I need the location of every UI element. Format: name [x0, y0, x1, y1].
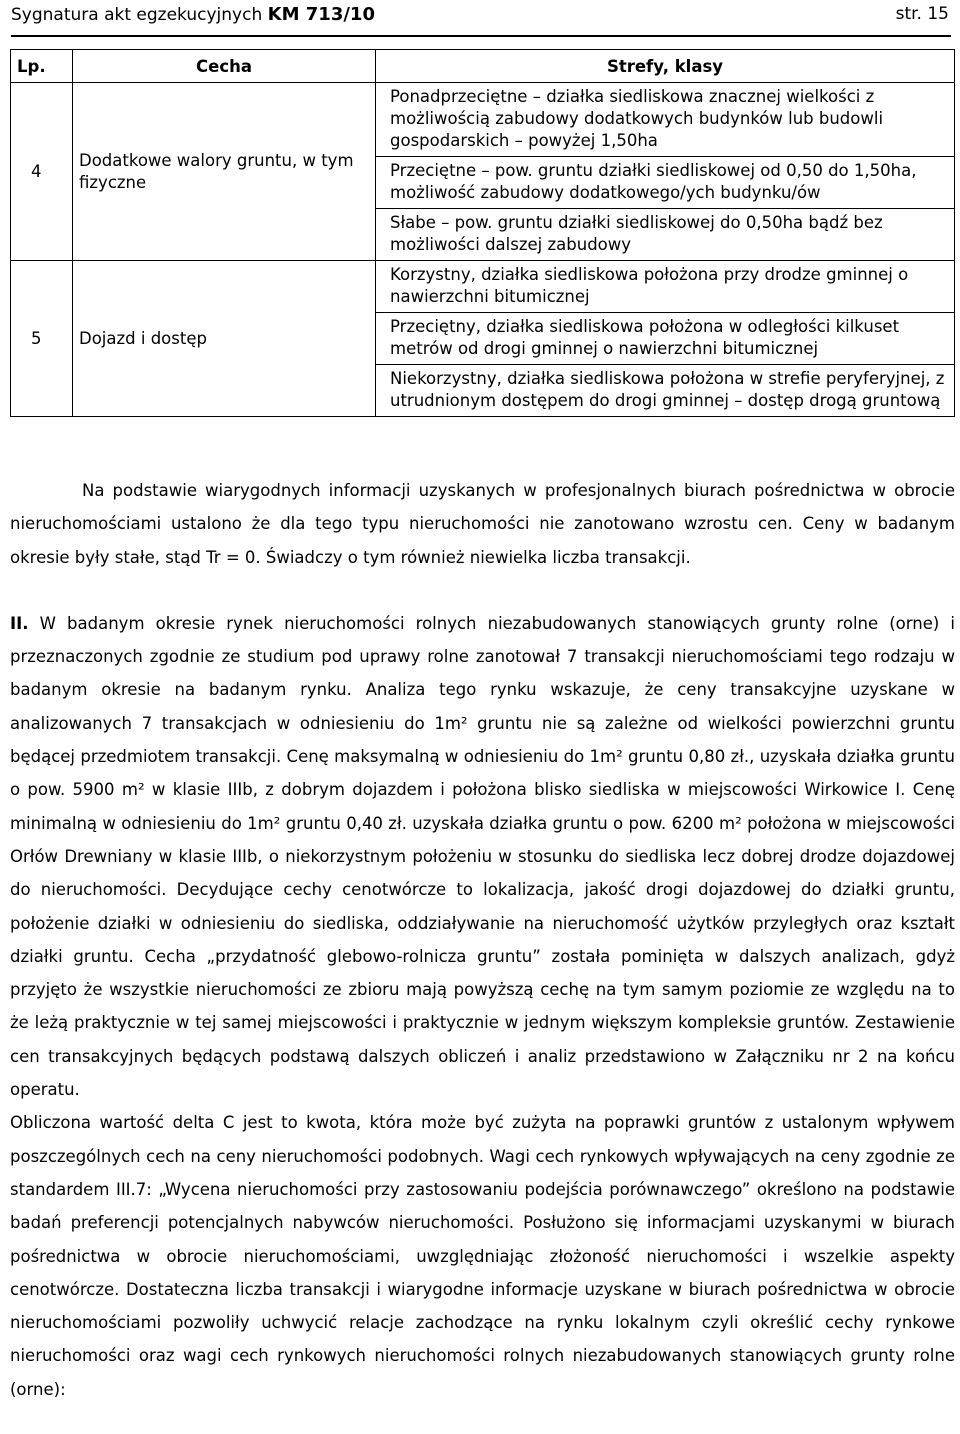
- signature-prefix: Sygnatura akt egzekucyjnych: [11, 5, 263, 25]
- page-header: [11, 2, 949, 28]
- row-number: 4: [11, 83, 73, 261]
- section-label: II.: [10, 613, 29, 633]
- features-table: [10, 49, 955, 417]
- signature-number: KM 713/10: [267, 4, 375, 25]
- table-row: [11, 261, 955, 313]
- table-row: [11, 83, 955, 157]
- header-strefy: Strefy, klasy: [376, 50, 955, 83]
- feature-option: Przeciętne – pow. gruntu działki siedliskowej od 0,50 do 1,50ha, możliwość zabudowy dodatkowego/ych budynku/ów: [376, 157, 955, 209]
- row-number: 5: [11, 261, 73, 417]
- header-divider: [11, 35, 951, 37]
- feature-name: Dojazd i dostęp: [73, 261, 376, 417]
- table-header-row: [11, 50, 955, 83]
- case-signature: [11, 4, 375, 25]
- header-cecha: Cecha: [73, 50, 376, 83]
- feature-option: Niekorzystny, działka siedliskowa położona w strefie peryferyjnej, z utrudnionym dostępem do drogi gminnej – dostęp drogą gruntową: [376, 365, 955, 417]
- page-number: str. 15: [895, 4, 949, 24]
- section-text: W badanym okresie rynek nieruchomości rolnych niezabudowanych stanowiących grunty rolne (orne) i przeznaczonych zgodnie ze studium pod uprawy rolne zanotował 7 transakcji nieruchomościami tego rodzaju w badanym okresie na badanym rynku. Analiza tego rynku wskazuje, że ceny transakcyjne uzyskane w analizowanych 7 transakcjach w odniesieniu do 1m² gruntu nie są zależne od wielkości powierzchni gruntu będącej przedmiotem transakcji. Cenę maksymalną w odniesieniu do 1m² gruntu 0,80 zł., uzyskała działka gruntu o pow. 5900 m² w klasie IIIb, z dobrym dojazdem i położona blisko siedliska w miejscowości Wirkowice I. Cenę minimalną w odniesieniu do 1m² gruntu 0,40 zł. uzyskała działka gruntu o pow. 6200 m² położona w miejscowości Orłów Drewniany w klasie IIIb, o niekorzystnym położeniu w stosunku do siedliska lecz dobrej drodze dojazdowej do nieruchomości. Decydujące cechy cenotwórcze to lokalizacja, jakość drogi dojazdowej do działki gruntu, położenie działki w odniesieniu do siedliska, oddziaływanie na nieruchomość użytków przyległych oraz kształt działki gruntu. Cecha „przydatność glebowo-rolnicza gruntu” została pominięta w dalszych analizach, gdyż przyjęto że wszystkie nieruchomości ze zbioru mają powyższą cechę na tym samym poziomie ze względu na to że leżą praktycznie w tej samej miejscowości i praktycznie w jednym większym kompleksie gruntów. Zestawienie cen transakcyjnych będących podstawą dalszych obliczeń i analiz przedstawiono w Załączniku nr 2 na końcu operatu.: [10, 613, 955, 1100]
- header-lp: Lp.: [11, 50, 73, 83]
- feature-option: Przeciętny, działka siedliskowa położona w odległości kilkuset metrów od drogi gminnej o nawierzchni bitumicznej: [376, 313, 955, 365]
- feature-option: Słabe – pow. gruntu działki siedliskowej do 0,50ha bądź bez możliwości dalszej zabudowy: [376, 209, 955, 261]
- paragraph-section-ii: [10, 607, 955, 1106]
- paragraph-market-trend: Na podstawie wiarygodnych informacji uzyskanych w profesjonalnych biurach pośrednictwa w obrocie nieruchomościami ustalono że dla tego typu nieruchomości nie zanotowano wzrostu cen. Ceny w badanym okresie były stałe, stąd Tr = 0. Świadczy o tym również niewielka liczba transakcji.: [10, 481, 955, 567]
- body-text: [10, 474, 955, 1406]
- feature-option: Ponadprzeciętne – działka siedliskowa znacznej wielkości z możliwością zabudowy dodatkowych budynków lub budowli gospodarskich – powyżej 1,50ha: [376, 83, 955, 157]
- feature-option: Korzystny, działka siedliskowa położona przy drodze gminnej o nawierzchni bitumicznej: [376, 261, 955, 313]
- feature-name: Dodatkowe walory gruntu, w tym fizyczne: [73, 83, 376, 261]
- paragraph-delta-c: Obliczona wartość delta C jest to kwota, która może być zużyta na poprawki gruntów z ustalonym wpływem poszczególnych cech na ceny nieruchomości podobnych. Wagi cech rynkowych wpływających na ceny zgodnie ze standardem III.7: „Wycena nieruchomości przy zastosowaniu podejścia porównawczego” określono na podstawie badań preferencji potencjalnych nabywców nieruchomości. Posłużono się informacjami uzyskanymi w biurach pośrednictwa w obrocie nieruchomościami, uwzględniając złożoność nieruchomości i wszelkie aspekty cenotwórcze. Dostateczna liczba transakcji i wiarygodne informacje uzyskane w biurach pośrednictwa w obrocie nieruchomościami pozwoliły uchwycić relacje zachodzące na rynku lokalnym czyli określić cechy rynkowe nieruchomości oraz wagi cech rynkowych nieruchomości rolnych niezabudowanych stanowiących grunty rolne (orne):: [10, 1113, 955, 1399]
